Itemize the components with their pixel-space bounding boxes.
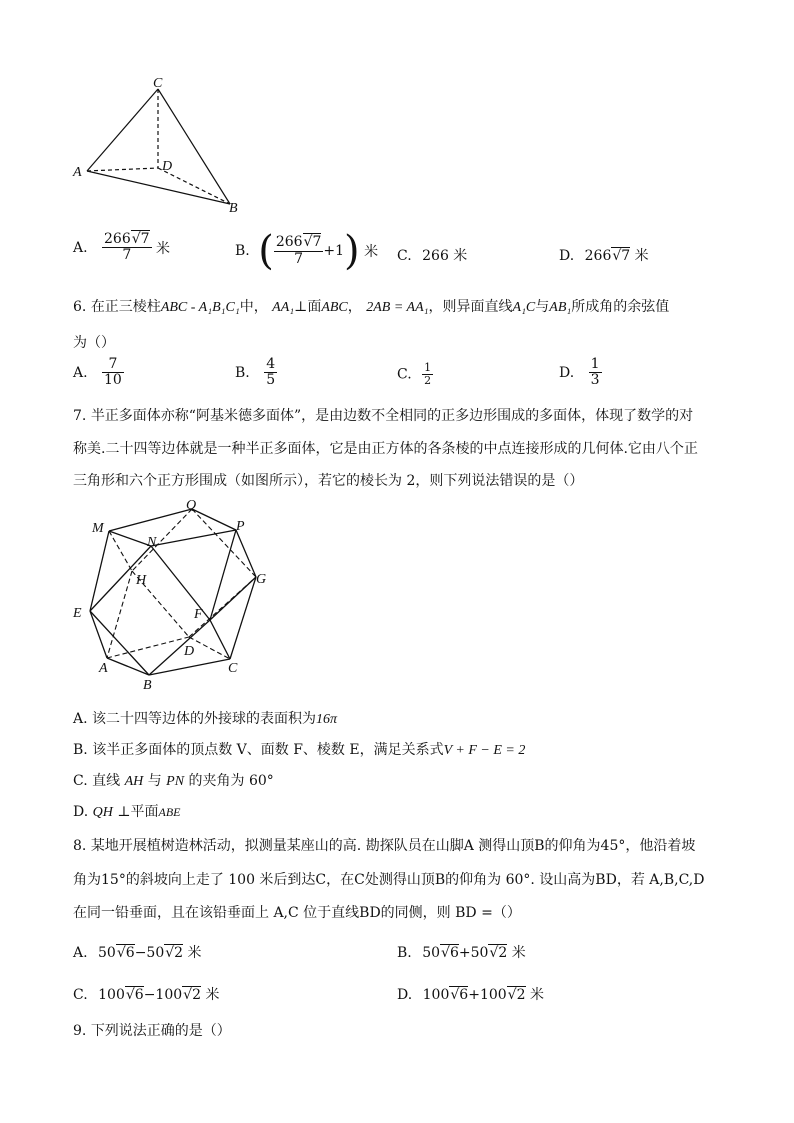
label-c: C [153, 76, 163, 91]
label-e: E [73, 606, 82, 621]
q6-option-c[interactable]: C. $\frac{1}{2}$ [397, 361, 432, 388]
q6-stem-line2: 为（） [73, 335, 115, 351]
q6-stem-line1: 6. 在正三棱柱ABC - A₁B₁C₁中， AA₁⊥面ABC， 2AB = AA₁，则异面直线A₁C与AB₁所成角的余弦值 [73, 299, 670, 315]
q7-stem-line1: 7. 半正多面体亦称“阿基米德多面体”，是由边数不全相同的正多边形围成的多面体，体现了数学的对 [73, 408, 694, 424]
label-n: N [147, 535, 157, 550]
label-h: H [136, 573, 147, 588]
q7-stem-line3: 三角形和六个正方形围成（如图所示），若它的棱长为 2，则下列说法错误的是（） [73, 473, 584, 489]
label-g: G [256, 572, 267, 587]
q6-option-d[interactable]: D. $\frac{1}{3}$ [559, 356, 600, 389]
q7-option-a[interactable]: A. 该二十四等边体的外接球的表面积为16π [73, 711, 338, 727]
q7-stem-line2: 称美.二十四等边体就是一种半正多面体，它是由正方体的各条棱的中点连接形成的几何体.它由八个正 [73, 441, 698, 457]
q6-option-b[interactable]: B. $\frac{4}{5}$ [235, 356, 276, 389]
label-m: M [92, 521, 104, 536]
q5-option-a[interactable]: A. $\frac{266√ 7}{7}$ 米 [73, 232, 170, 264]
q5-option-d[interactable]: D. 266√ 7 米 [559, 245, 649, 265]
label-c: C [228, 661, 238, 676]
q8-option-c[interactable]: C. 100√ 6−100√ 2 米 [73, 984, 219, 1004]
label-a: A [99, 661, 108, 676]
q8-stem-line3: 在同一铅垂面，且在该铅垂面上 A,C 位于直线BD的同侧，则 BD =（） [73, 905, 521, 921]
q7-option-c[interactable]: C. 直线 AH 与 PN 的夹角为 60° [73, 773, 274, 789]
label-p: P [236, 519, 245, 534]
label-f: F [194, 607, 203, 622]
q8-option-a[interactable]: A. 50√ 6−50√ 2 米 [73, 942, 202, 962]
cuboctahedron-figure [68, 495, 278, 695]
q8-option-b[interactable]: B. 50√ 6+50√ 2 米 [397, 942, 526, 962]
label-q: Q [186, 498, 197, 513]
label-d: D [184, 644, 195, 659]
q7-option-b[interactable]: B. 该半正多面体的顶点数 V、面数 F、棱数 E，满足关系式V + F − E = 2 [73, 742, 526, 758]
q5-option-c[interactable]: C. 266 米 [397, 248, 468, 264]
label-b: B [143, 678, 152, 693]
q8-stem-line1: 8. 某地开展植树造林活动，拟测量某座山的高. 勘探队员在山脚A 测得山顶B的仰角为45°，他沿着坡 [73, 838, 696, 854]
label-a: A [73, 165, 82, 180]
tetrahedron-figure [60, 75, 260, 225]
q5-option-b[interactable]: B. ( $\frac{266√ 7}{7}$ +1) 米 [235, 228, 378, 274]
q6-option-a[interactable]: A. $\frac{7}{10}$ [73, 356, 122, 389]
q9-stem: 9. 下列说法正确的是（） [73, 1023, 231, 1039]
label-d: D [162, 159, 173, 174]
q8-stem-line2: 角为15°的斜坡向上走了 100 米后到达C，在C处测得山顶B的仰角为 60°. 设山高为BD，若 A,B,C,D [73, 872, 705, 888]
q7-option-d[interactable]: D. QH ⊥平面ABE [73, 804, 181, 820]
q8-option-d[interactable]: D. 100√ 6+100√ 2 米 [397, 984, 544, 1004]
label-b: B [229, 201, 238, 216]
